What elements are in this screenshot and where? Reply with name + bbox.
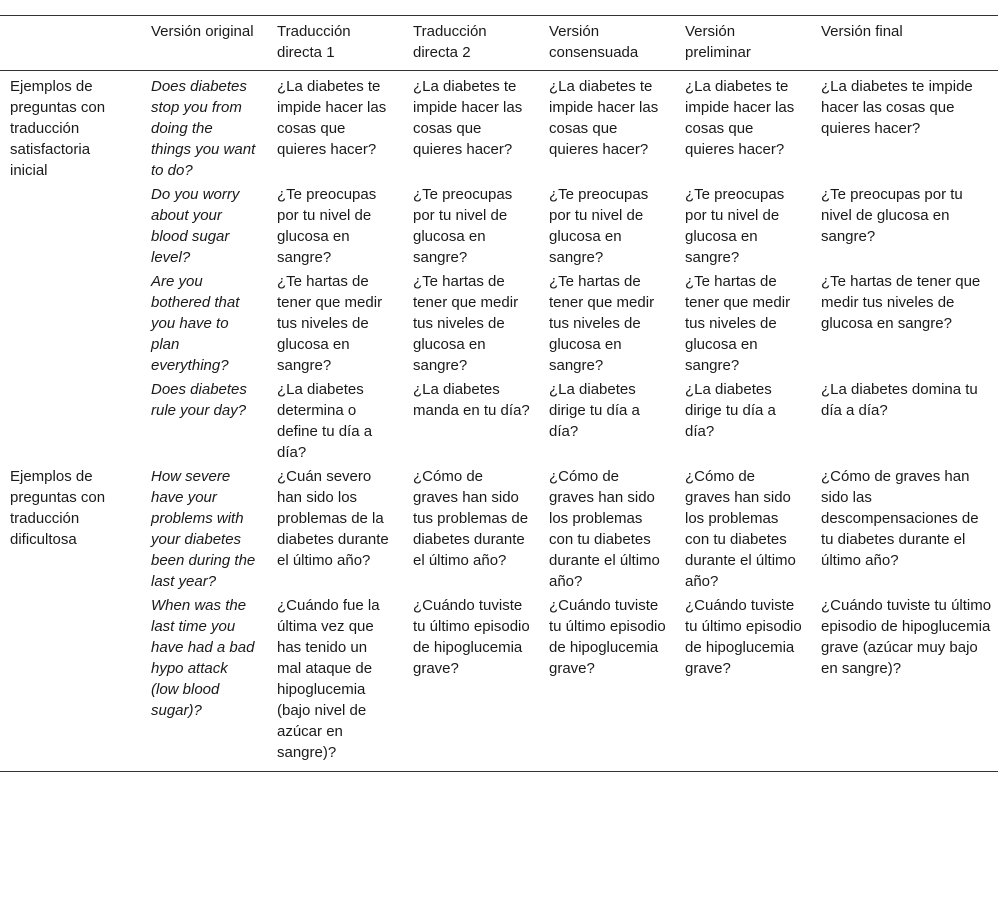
- header-final-version: Versión final: [821, 23, 903, 40]
- table-row: [0, 71, 998, 183]
- cell-original: Does diabetes stop you from doing the things you want to do?: [151, 78, 256, 179]
- cell-original: Are you bothered that you have to plan everything?: [151, 273, 240, 374]
- cell-direct-2: ¿La diabetes te impide hacer las cosas que quieres hacer?: [413, 78, 523, 158]
- cell-consensus: ¿Te hartas de tener que medir tus niveles de glucosa en sangre?: [549, 273, 655, 374]
- cell-original: When was the last time you have had a bad hypo attack (low blood sugar)?: [151, 597, 255, 719]
- table-body: [0, 71, 998, 772]
- group-label-satisfactory: Ejemplos de preguntas con traducción satisfactoria inicial: [10, 78, 106, 179]
- table-row: [0, 464, 998, 593]
- cell-preliminary: ¿La diabetes te impide hacer las cosas que quieres hacer?: [685, 78, 795, 158]
- cell-preliminary: ¿Te hartas de tener que medir tus niveles de glucosa en sangre?: [685, 273, 791, 374]
- cell-preliminary: ¿Cuándo tuviste tu último episodio de hipoglucemia grave?: [685, 597, 802, 677]
- cell-direct-1: ¿Cuándo fue la última vez que has tenido un mal ataque de hipoglucemia (bajo nivel de azúcar en sangre)?: [277, 597, 380, 761]
- cell-consensus: ¿La diabetes dirige tu día a día?: [549, 381, 640, 440]
- translation-table: [0, 15, 998, 772]
- table-header: [0, 16, 998, 71]
- table-row: [0, 377, 998, 464]
- cell-direct-2: ¿Cuándo tuviste tu último episodio de hipoglucemia grave?: [413, 597, 530, 677]
- cell-consensus: ¿Cómo de graves han sido los problemas con tu diabetes durante el último año?: [549, 468, 660, 590]
- cell-direct-1: ¿Te preocupas por tu nivel de glucosa en sangre?: [277, 186, 377, 266]
- cell-final: ¿Cuándo tuviste tu último episodio de hipoglucemia grave (azúcar muy bajo en sangre)?: [821, 597, 992, 677]
- cell-original: Do you worry about your blood sugar level?: [151, 186, 240, 266]
- cell-final: ¿Te hartas de tener que medir tus niveles de glucosa en sangre?: [821, 273, 981, 332]
- cell-final: ¿La diabetes domina tu día a día?: [821, 381, 978, 419]
- table-row: [0, 182, 998, 269]
- header-direct-translation-2: Traducción directa 2: [413, 23, 487, 61]
- cell-consensus: ¿La diabetes te impide hacer las cosas que quieres hacer?: [549, 78, 659, 158]
- header-preliminary-version: Versión preliminar: [685, 23, 751, 61]
- cell-preliminary: ¿La diabetes dirige tu día a día?: [685, 381, 776, 440]
- cell-direct-2: ¿Te preocupas por tu nivel de glucosa en sangre?: [413, 186, 513, 266]
- cell-preliminary: ¿Cómo de graves han sido los problemas con tu diabetes durante el último año?: [685, 468, 796, 590]
- cell-direct-2: ¿Cómo de graves han sido tus problemas de diabetes durante el último año?: [413, 468, 529, 569]
- cell-direct-1: ¿Cuán severo han sido los problemas de la diabetes durante el último año?: [277, 468, 389, 569]
- cell-direct-1: ¿La diabetes determina o define tu día a día?: [277, 381, 373, 461]
- cell-direct-1: ¿Te hartas de tener que medir tus niveles de glucosa en sangre?: [277, 273, 383, 374]
- cell-final: ¿La diabetes te impide hacer las cosas que quieres hacer?: [821, 78, 973, 137]
- cell-final: ¿Te preocupas por tu nivel de glucosa en sangre?: [821, 186, 963, 245]
- table-row: [0, 593, 998, 772]
- cell-direct-2: ¿Te hartas de tener que medir tus niveles de glucosa en sangre?: [413, 273, 519, 374]
- cell-consensus: ¿Cuándo tuviste tu último episodio de hipoglucemia grave?: [549, 597, 666, 677]
- cell-original: Does diabetes rule your day?: [151, 381, 247, 419]
- cell-original: How severe have your problems with your diabetes been during the last year?: [151, 468, 256, 590]
- cell-direct-2: ¿La diabetes manda en tu día?: [413, 381, 530, 419]
- header-original-version: Versión original: [151, 23, 254, 40]
- cell-final: ¿Cómo de graves han sido las descompensaciones de tu diabetes durante el último año?: [821, 468, 979, 569]
- header-row: [0, 16, 998, 71]
- header-consensus-version: Versión consensuada: [549, 23, 639, 61]
- header-group-column: [0, 16, 136, 71]
- cell-preliminary: ¿Te preocupas por tu nivel de glucosa en sangre?: [685, 186, 785, 266]
- cell-consensus: ¿Te preocupas por tu nivel de glucosa en sangre?: [549, 186, 649, 266]
- cell-direct-1: ¿La diabetes te impide hacer las cosas que quieres hacer?: [277, 78, 387, 158]
- group-label-difficult: Ejemplos de preguntas con traducción dificultosa: [10, 468, 106, 548]
- header-direct-translation-1: Traducción directa 1: [277, 23, 351, 61]
- table-row: [0, 269, 998, 377]
